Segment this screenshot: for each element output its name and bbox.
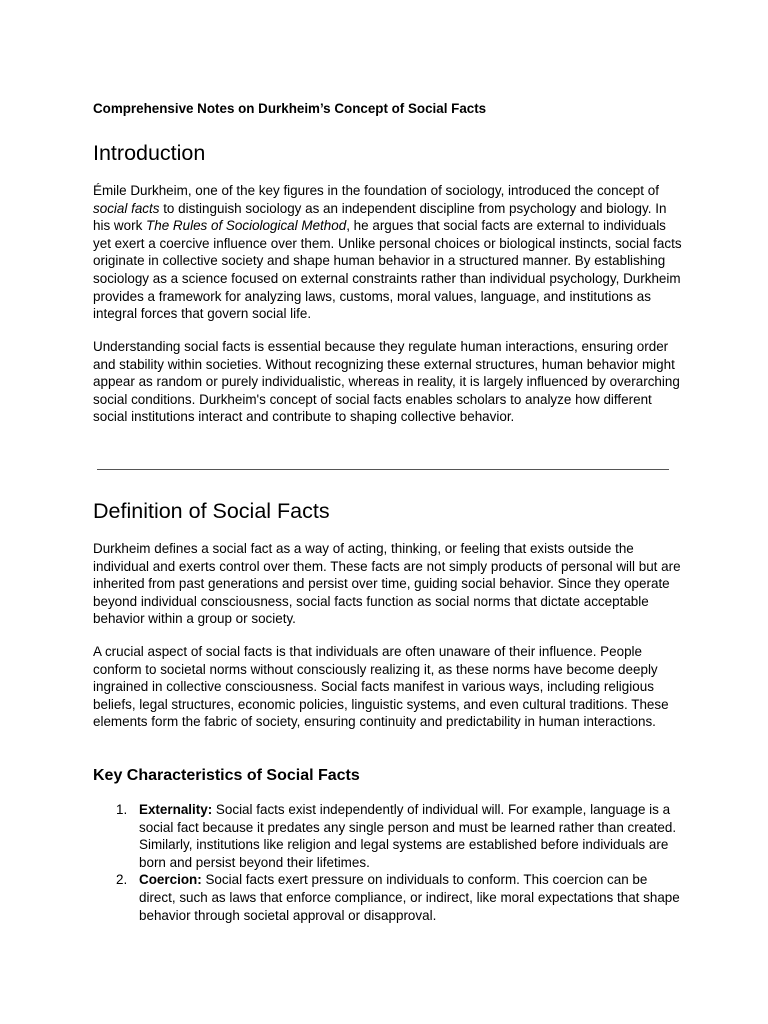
list-item-term: Externality: xyxy=(139,802,213,817)
definition-paragraph-2: A crucial aspect of social facts is that individuals are often unaware of their influence. People conform to societal norms without consciously realizing it, as these norms have become deeply ingrained in collective consciousness. Social facts manifest in various ways, including religious beliefs, legal structures, economic policies, linguistic systems, and even cultural traditions. These elements form the fabric of society, ensuring continuity and predictability in human interactions. xyxy=(93,644,669,730)
intro-paragraph-2: Understanding social facts is essential because they regulate human interactions, ensuring order and stability within societies. Without recognizing these external structures, human behavior might appear as random or purely individualistic, whereas in reality, it is largely influenced by overarching social conditions. Durkheim's concept of social facts enables scholars to analyze how different social institutions interact and contribute to shaping collective behavior. xyxy=(93,339,680,425)
list-item xyxy=(93,801,683,871)
characteristics-list xyxy=(93,801,683,924)
definition-paragraph-1: Durkheim defines a social fact as a way of acting, thinking, or feeling that exists outside the individual and exerts control over them. These facts are not simply products of personal will but are inherited from past generations and persist over time, guiding social behavior. Since they operate beyond individual consciousness, social facts function as social norms that dictate acceptable behavior within a group or society. xyxy=(93,541,681,627)
section-divider xyxy=(97,469,669,470)
list-item-number: 1. xyxy=(116,802,128,817)
list-item-number: 2. xyxy=(116,872,128,888)
intro-p1-emphasis-book-title: The Rules of Sociological Method xyxy=(146,218,347,234)
intro-p1-text-a: Émile Durkheim, one of the key figures in the foundation of sociology, introduced the concept of xyxy=(93,183,659,198)
intro-paragraph-1 xyxy=(93,182,683,323)
list-item-text: Social facts exert pressure on individuals to conform. This coercion can be direct, such as laws that enforce compliance, or indirect, like moral expectations that shape behavior through societal approval or disapproval. xyxy=(139,872,680,923)
document-title: Comprehensive Notes on Durkheim’s Concept of Social Facts xyxy=(93,101,487,116)
intro-p1-text-b: to distinguish sociology as an independent discipline from psychology and biology. In his work xyxy=(93,200,667,234)
heading-key-characteristics: Key Characteristics of Social Facts xyxy=(93,767,360,784)
heading-definition: Definition of Social Facts xyxy=(93,499,330,523)
intro-p1-emphasis-social-facts: social facts xyxy=(93,200,160,216)
list-item-term: Coercion: xyxy=(139,872,202,888)
list-item-text: Social facts exist independently of individual will. For example, language is a social fact because it predates any single person and must be learned rather than created. Similarly, institutions like religion and legal systems are established before individuals are born and persist beyond their lifetimes. xyxy=(139,802,677,870)
list-item xyxy=(93,871,683,924)
intro-p1-text-c: , he argues that social facts are external to individuals yet exert a coercive influence over them. Unlike personal choices or biological instincts, social facts originate in collective society and shape human behavior in a structured manner. By establishing sociology as a science focused on external constraints rather than individual psychology, Durkheim provides a framework for analyzing laws, customs, moral values, language, and institutions as integral forces that govern social life. xyxy=(93,218,682,322)
heading-introduction: Introduction xyxy=(93,141,206,165)
